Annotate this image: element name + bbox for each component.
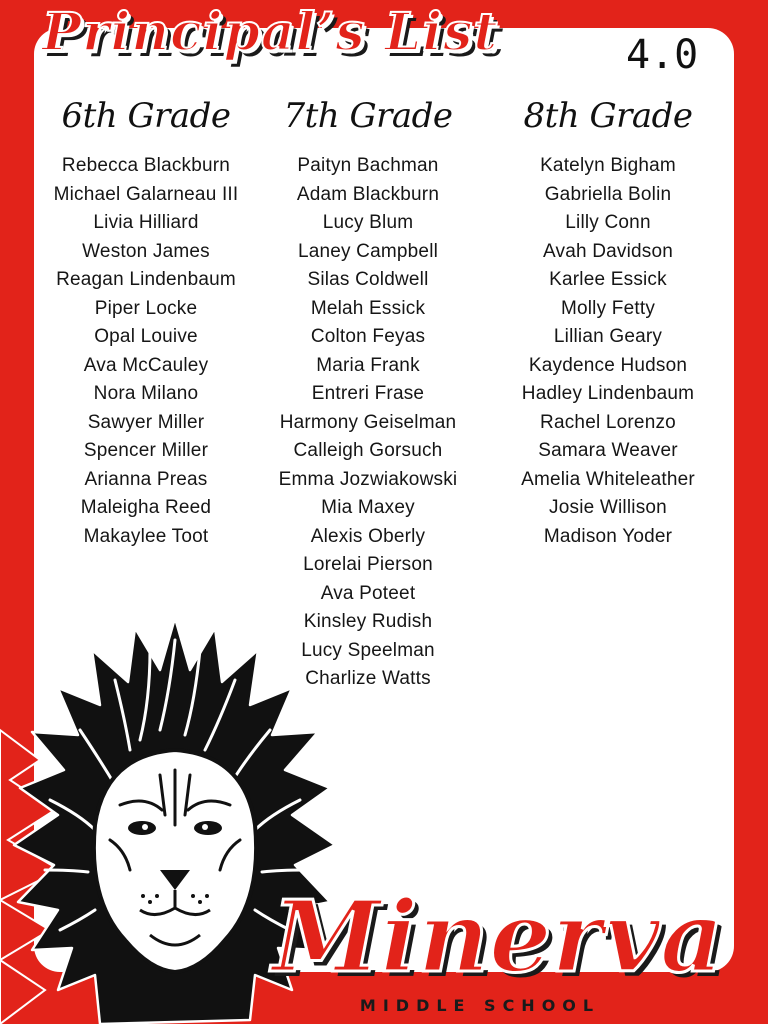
school-type: MIDDLE SCHOOL: [359, 996, 601, 1015]
student-name: Samara Weaver: [538, 440, 678, 461]
student-name: Rebecca Blackburn: [61, 155, 231, 176]
student-name: Lorelai Pierson: [303, 554, 433, 575]
student-name: Rachel Lorenzo: [540, 411, 676, 433]
student-name: Amelia Whiteleather: [521, 468, 695, 490]
student-name: Calleigh Gorsuch: [293, 440, 443, 461]
student-name: Sawyer Miller: [87, 411, 205, 433]
student-name: Adam Blackburn: [296, 183, 440, 205]
student-name: Michael Galarneau III: [53, 183, 239, 205]
page-title: Principal’s List: [42, 2, 499, 63]
student-name: Opal Louive: [94, 326, 198, 347]
student-name: Lillian Geary: [553, 326, 663, 347]
student-name: Livia Hilliard: [93, 212, 199, 233]
student-name: Reagan Lindenbaum: [56, 269, 236, 290]
student-name: Spencer Miller: [83, 440, 209, 461]
grade-heading: 8th Grade: [523, 96, 693, 136]
student-name: Madison Yoder: [543, 525, 673, 547]
student-name: Katelyn Bigham: [540, 155, 676, 176]
grade-heading: 6th Grade: [61, 96, 231, 136]
student-list: [40, 152, 252, 551]
student-name: Mia Maxey: [321, 497, 415, 518]
student-name: Piper Locke: [94, 297, 198, 319]
student-name: Josie Willison: [549, 497, 667, 518]
student-name: Ava McCauley: [83, 354, 209, 376]
grade-heading: 7th Grade: [283, 96, 453, 136]
student-name: Entreri Frase: [311, 383, 425, 404]
student-name: Laney Campbell: [297, 240, 439, 262]
student-name: Emma Jozwiakowski: [278, 468, 458, 490]
student-name: Arianna Preas: [84, 468, 208, 490]
student-name: Weston James: [82, 240, 210, 262]
student-name: Kinsley Rudish: [303, 611, 433, 632]
student-name: Kaydence Hudson: [528, 354, 688, 376]
student-name: Hadley Lindenbaum: [521, 383, 695, 404]
student-name: Colton Feyas: [310, 326, 426, 347]
student-name: Avah Davidson: [542, 240, 674, 262]
grade-6-column: [40, 86, 252, 551]
school-branding: [220, 880, 768, 1024]
student-name: Makaylee Toot: [83, 525, 209, 547]
student-name: Nora Milano: [93, 383, 199, 404]
student-name: Lucy Speelman: [301, 639, 435, 661]
student-name: Alexis Oberly: [310, 525, 426, 547]
student-name: Harmony Geiselman: [279, 411, 457, 433]
student-name: Melah Essick: [310, 297, 426, 319]
student-name: Ava Poteet: [320, 582, 416, 604]
student-name: Maleigha Reed: [80, 497, 212, 518]
student-name: Gabriella Bolin: [544, 183, 672, 205]
school-name: Minerva: [272, 880, 724, 995]
student-name: Charlize Watts: [305, 668, 431, 689]
gpa-label: 4.0: [626, 32, 699, 78]
student-name: Maria Frank: [316, 354, 420, 376]
grade-7-column: [262, 86, 474, 694]
student-name: Lilly Conn: [565, 212, 651, 233]
student-name: Paityn Bachman: [297, 155, 439, 176]
student-name: Lucy Blum: [322, 212, 414, 233]
student-list: [500, 152, 716, 551]
student-name: Molly Fetty: [560, 297, 656, 319]
student-name: Karlee Essick: [549, 269, 667, 290]
grade-8-column: [500, 86, 716, 551]
student-name: Silas Coldwell: [307, 269, 429, 290]
